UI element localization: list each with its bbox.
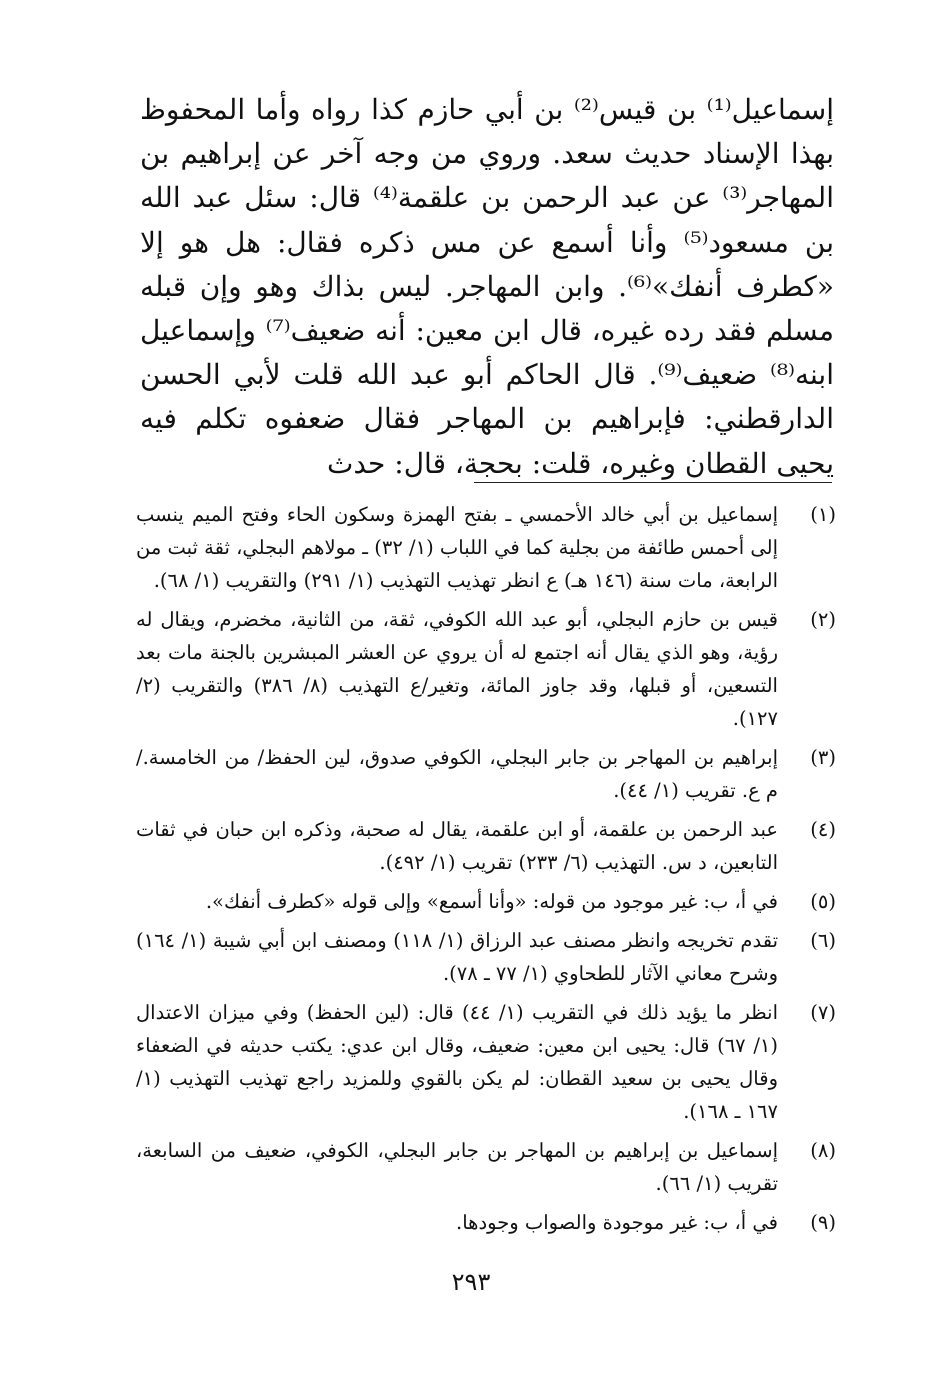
footnote-number: (٦): [810, 929, 836, 952]
footnote-number: (٤): [810, 818, 836, 841]
footnote-6: [136, 924, 836, 990]
footnote-text: عبد الرحمن بن علقمة، أو ابن علقمة، يقال له صحبة، وذكره ابن حبان في ثقات التابعين، د س. التهذيب (٦/ ٢٣٣) تقريب (١/ ٤٩٢).: [136, 818, 778, 874]
footnote-9: [136, 1206, 836, 1239]
footnote-8: [136, 1134, 836, 1200]
footnote-separator: [474, 482, 832, 483]
main-body-text: [140, 88, 834, 486]
footnote-7: [136, 996, 836, 1128]
main-paragraph: إسماعيل⁽¹⁾ بن قيس⁽²⁾ بن أبي حازم كذا رواه وأما المحفوظ بهذا الإسناد حديث سعد. وروي من وجه آخر عن إبراهيم بن المهاجر⁽³⁾ عن عبد الرحمن بن علقمة⁽⁴⁾ قال: سئل عبد الله بن مسعود⁽⁵⁾ وأنا أسمع عن مس ذكره فقال: هل هو إلا «كطرف أنفك»⁽⁶⁾. وابن المهاجر. ليس بذاك وهو وإن قبله مسلم فقد رده غيره، قال ابن معين: أنه ضعيف⁽⁷⁾ وإسماعيل ابنه⁽⁸⁾ ضعيف⁽⁹⁾. قال الحاكم أبو عبد الله قلت لأبي الحسن الدارقطني: فإبراهيم بن المهاجر فقال ضعفوه تكلم فيه يحيى القطان وغيره، قلت: بحجة، قال: حدث: [140, 93, 834, 480]
footnote-number: (١): [810, 503, 836, 526]
footnote-2: [136, 603, 836, 735]
footnote-text: انظر ما يؤيد ذلك في التقريب (١/ ٤٤) قال: (لين الحفظ) وفي ميزان الاعتدال (١/ ٦٧) قال: يحيى ابن معين: ضعيف، وقال ابن عدي: يكتب حديثه في الضعفاء وقال يحيى بن سعيد القطان: لم يكن بالقوي وللمزيد راجع تهذيب التهذيب (١/ ١٦٧ ـ ١٦٨).: [136, 1001, 779, 1123]
footnote-text: في أ، ب: غير موجود من قوله: «وأنا أسمع» وإلى قوله «كطرف أنفك».: [205, 890, 778, 913]
footnote-5: [136, 885, 836, 918]
footnote-text: إبراهيم بن المهاجر بن جابر البجلي، الكوفي صدوق، لين الحفظ/ من الخامسة./ م ع. تقريب (١/ ٤٤).: [136, 746, 778, 802]
footnote-text: في أ، ب: غير موجودة والصواب وجودها.: [456, 1211, 778, 1234]
footnotes: [136, 498, 836, 1245]
footnote-3: [136, 741, 836, 807]
footnote-number: (٩): [810, 1211, 836, 1234]
footnote-number: (٣): [810, 746, 836, 769]
footnote-number: (٧): [810, 1001, 836, 1024]
page-number: ٢٩٣: [451, 1268, 491, 1296]
footnote-1: [136, 498, 836, 597]
footnote-text: تقدم تخريجه وانظر مصنف عبد الرزاق (١/ ١١٨) ومصنف ابن أبي شيبة (١/ ١٦٤) وشرح معاني الآثار للطحاوي (١/ ٧٧ ـ ٧٨).: [136, 929, 778, 985]
footnote-text: إسماعيل بن إبراهيم بن المهاجر بن جابر البجلي، الكوفي، ضعيف من السابعة، تقريب (١/ ٦٦).: [136, 1139, 778, 1195]
footnote-number: (٥): [810, 890, 836, 913]
footnote-text: قيس بن حازم البجلي، أبو عبد الله الكوفي، ثقة، من الثانية، مخضرم، ويقال له رؤية، وهو الذي يقال أنه اجتمع له أن يروي عن العشر المبشرين بالجنة مات بعد التسعين، أو قبلها، وقد جاوز المائة، وتغير/ع التهذيب (٨/ ٣٨٦) والتقريب (٢/ ١٢٧).: [136, 608, 778, 730]
footnote-text: إسماعيل بن أبي خالد الأحمسي ـ بفتح الهمزة وسكون الحاء وفتح الميم ينسب إلى أحمس طائفة من بجلية كما في اللباب (١/ ٣٢) ـ مولاهم البجلي، ثقة ثبت من الرابعة، مات سنة (١٤٦ هـ) ع انظر تهذيب التهذيب (١/ ٢٩١) والتقريب (١/ ٦٨).: [136, 503, 778, 592]
footnote-4: [136, 813, 836, 879]
footnote-number: (٢): [810, 608, 836, 631]
footnote-number: (٨): [810, 1139, 836, 1162]
